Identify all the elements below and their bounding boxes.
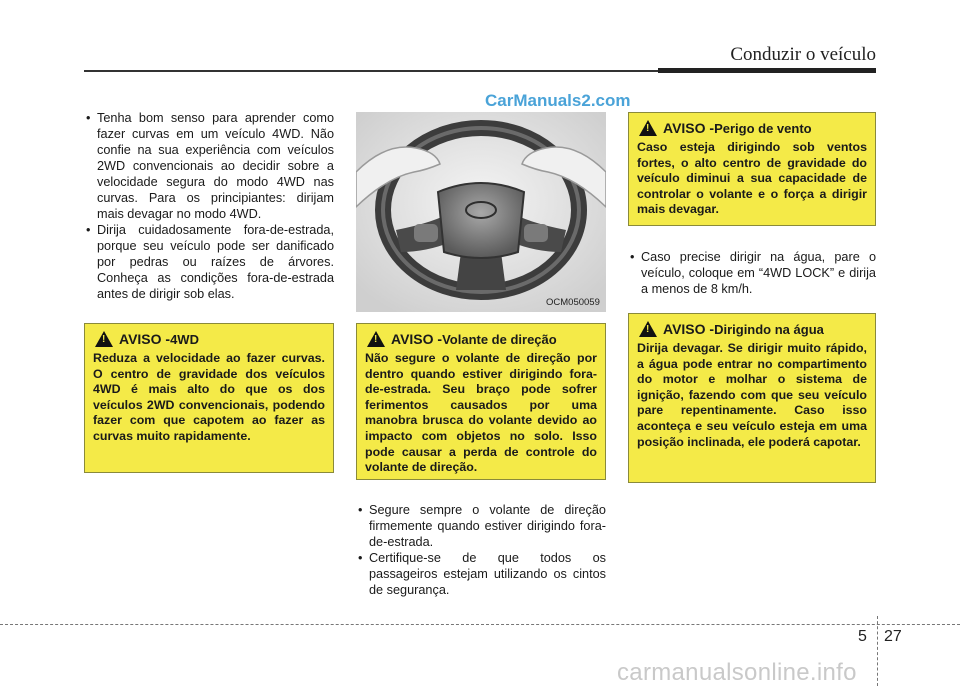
warning-box-4wd xyxy=(84,323,334,473)
list-item: • Tenha bom senso para aprender como fazer curvas em um veículo 4WD. Não confie na sua experiência com veículos 2WD convencionais ao decidir sobre a velocidade segura do modo 4WD nas curvas. Para os principiantes: dirijam mais devagar no modo 4WD. xyxy=(86,111,334,221)
list-item: • Dirija cuidadosamente fora-de-estrada, porque seu veículo pode ser danificado por pedras ou raízes de árvores. Conheça as condições fora-de-estrada antes de dirigir sob elas. xyxy=(86,223,334,301)
column-3-text xyxy=(628,249,876,297)
figure-code: OCM050059 xyxy=(546,297,600,308)
warning-body: Caso esteja dirigindo sob ventos fortes, o alto centro de gravidade do veículo diminui a sua capacidade de controlar o volante e o força a dirigir mais devagar. xyxy=(637,140,867,217)
page-number: 27 xyxy=(884,628,902,645)
warning-box-steering xyxy=(356,323,606,480)
warning-title: ! AVISO - Perigo de vento xyxy=(639,120,867,136)
warning-title: ! AVISO - Volante de direção xyxy=(367,331,597,347)
warning-body: Não segure o volante de direção por dentro quando estiver dirigindo fora-de-estrada. Seu braço pode sofrer ferimentos causados por uma manobra brusca do volante devido ao impacto com objetos no solo. Isso pode causar a perda de controle do volante de direção. xyxy=(365,351,597,475)
steering-wheel-figure xyxy=(356,112,606,312)
warning-box-wind xyxy=(628,112,876,226)
watermark-bottom: carmanualsonline.info xyxy=(617,659,857,686)
warning-icon: ! xyxy=(367,331,385,347)
warning-icon: ! xyxy=(95,331,113,347)
steering-wheel-illustration xyxy=(356,112,606,312)
chapter-number: 5 xyxy=(858,628,867,645)
footer-separator xyxy=(877,616,878,686)
bullet: • xyxy=(358,551,363,565)
warning-box-water xyxy=(628,313,876,483)
bullet: • xyxy=(86,111,91,125)
warning-body: Dirija devagar. Se dirigir muito rápido, a água pode entrar no compartimento do motor e molhar o sistema de ignição, fazendo com que seu veículo pare repentinamente. Caso isso aconteça e seu veículo esteja em uma posição inclinada, ele poderá capotar. xyxy=(637,341,867,449)
list-item: • Caso precise dirigir na água, pare o veículo, coloque em “4WD LOCK” e dirija a menos de 8 km/h. xyxy=(630,250,876,296)
warning-icon: ! xyxy=(639,321,657,337)
bullet: • xyxy=(358,503,363,517)
column-2-text xyxy=(356,502,606,598)
watermark-top: CarManuals2.com xyxy=(485,91,631,110)
column-1-text xyxy=(84,110,334,302)
warning-title: ! AVISO - 4WD xyxy=(95,331,325,347)
list-item: • Segure sempre o volante de direção firmemente quando estiver dirigindo fora-de-estrada. xyxy=(358,503,606,549)
warning-title: ! AVISO - Dirigindo na água xyxy=(639,321,867,337)
bullet: • xyxy=(86,223,91,237)
warning-body: Reduza a velocidade ao fazer curvas. O centro de gravidade dos veículos 4WD é mais alto do que os dos veículos 2WD convencionais, podendo fazer com que capotem ao fazer as curvas muito rapidamente. xyxy=(93,351,325,443)
header-rule-accent xyxy=(658,68,876,73)
section-title: Conduzir o veículo xyxy=(730,44,876,65)
list-item: • Certifique-se de que todos os passageiros estejam utilizando os cintos de segurança. xyxy=(358,551,606,597)
bullet: • xyxy=(630,250,635,264)
warning-icon: ! xyxy=(639,120,657,136)
footer-rule xyxy=(0,624,960,625)
